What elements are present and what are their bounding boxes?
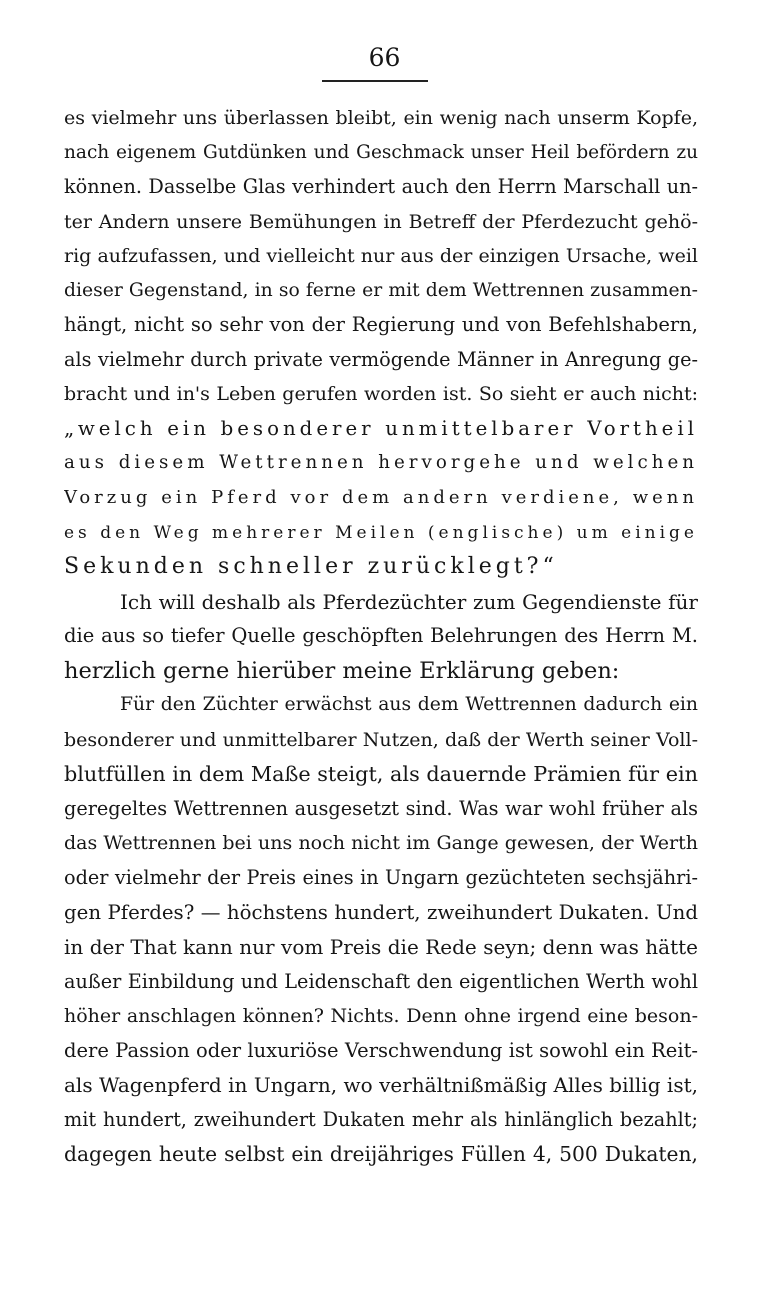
- text-line: können. Dasselbe Glas verhindert auch den Herrn Marschall un-: [64, 175, 698, 199]
- text-line: mit hundert, zweihundert Dukaten mehr als hinlänglich bezahlt;: [64, 1107, 698, 1131]
- header-rule: [322, 80, 428, 82]
- body-text: [64, 101, 698, 1172]
- text-line: hängt, nicht so sehr von der Regierung und von Befehlshabern,: [64, 313, 698, 337]
- text-line: das Wettrennen bei uns noch nicht im Gange gewesen, der Werth: [64, 832, 698, 855]
- text-line: Ich will deshalb als Pferdezüchter zum Gegendienste für: [120, 589, 698, 614]
- quote-line: Sekunden schneller zurücklegt?“: [64, 554, 558, 580]
- text-line: nach eigenem Gutdünken und Geschmack unser Heil befördern zu: [64, 141, 698, 163]
- quote-line: es den Weg mehrerer Meilen (englische) um einige: [64, 522, 698, 543]
- text-line: rig aufzufassen, und vielleicht nur aus der einzigen Ursache, weil: [64, 245, 698, 268]
- text-line: dieser Gegenstand, in so ferne er mit dem Wettrennen zusammen-: [64, 279, 698, 301]
- quote-line: Vorzug ein Pferd vor dem andern verdiene, wenn: [64, 487, 698, 509]
- text-line: Für den Züchter erwächst aus dem Wettrennen dadurch ein: [120, 694, 698, 716]
- text-line: höher anschlagen können? Nichts. Denn ohne irgend eine beson-: [64, 1005, 698, 1028]
- text-line: bracht und in's Leben gerufen worden ist. So sieht er auch nicht:: [64, 383, 698, 406]
- text-line: in der That kann nur vom Preis die Rede seyn; denn was hätte: [64, 935, 698, 960]
- text-line: dagegen heute selbst ein dreijähriges Füllen 4, 500 Dukaten,: [64, 1142, 698, 1167]
- text-line: blutfüllen in dem Maße steigt, als dauernde Prämien für ein: [64, 762, 698, 787]
- text-line: es vielmehr uns überlassen bleibt, ein wenig nach unserm Kopfe,: [64, 107, 698, 129]
- text-line: als Wagenpferd in Ungarn, wo verhältnißmäßig Alles billig ist,: [64, 1073, 698, 1098]
- quote-line: „welch ein besonderer unmittelbarer Vortheil: [64, 416, 698, 440]
- quote-line: aus diesem Wettrennen hervorgehe und welchen: [64, 452, 698, 474]
- text-line: oder vielmehr der Preis eines in Ungarn gezüchteten sechsjähri-: [64, 866, 698, 890]
- text-line: herzlich gerne hierüber meine Erklärung geben:: [64, 657, 620, 684]
- text-line: geregeltes Wettrennen ausgesetzt sind. Was war wohl früher als: [64, 796, 698, 820]
- text-line: gen Pferdes? — höchstens hundert, zweihundert Dukaten. Und: [64, 900, 698, 924]
- text-line: außer Einbildung und Leidenschaft den eigentlichen Werth wohl: [64, 969, 698, 993]
- text-line: besonderer und unmittelbarer Nutzen, daß der Werth seiner Voll-: [64, 728, 698, 751]
- text-line: dere Passion oder luxuriöse Verschwendung ist sowohl ein Reit-: [64, 1038, 698, 1062]
- text-line: als vielmehr durch private vermögende Männer in Anregung ge-: [64, 347, 698, 371]
- page-number: 66: [368, 43, 401, 72]
- text-line: die aus so tiefer Quelle geschöpften Belehrungen des Herrn M.: [64, 624, 698, 648]
- text-line: ter Andern unsere Bemühungen in Betreff der Pferdezucht gehö-: [64, 210, 698, 233]
